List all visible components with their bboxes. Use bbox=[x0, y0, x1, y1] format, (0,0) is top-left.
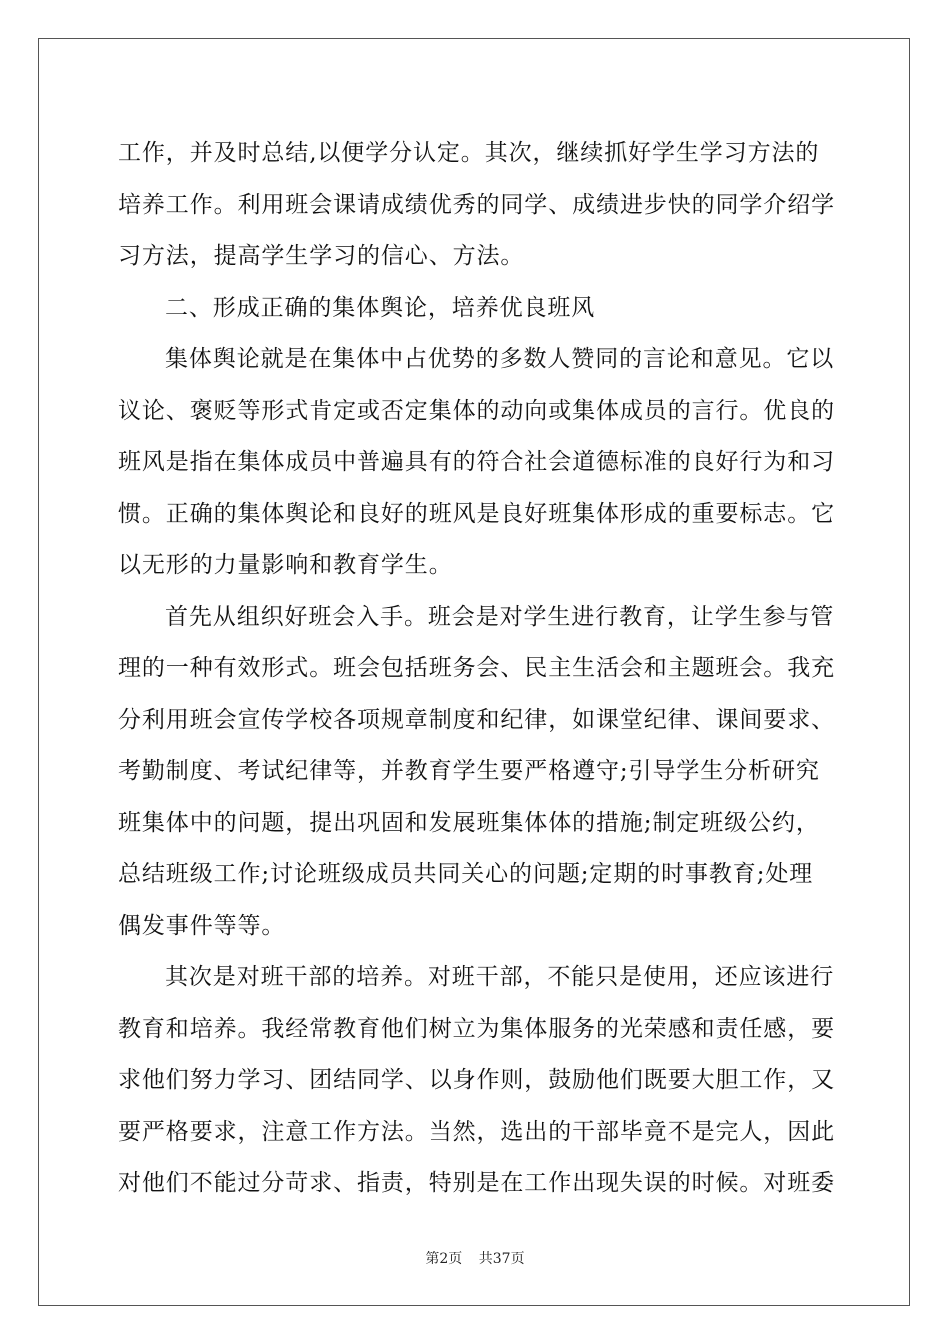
paragraph-class-meeting bbox=[118, 592, 834, 953]
page-number: 第2页 bbox=[425, 1251, 463, 1267]
text-line: 班风是指在集体成员中普遍具有的符合社会道德标准的良好行为和习 bbox=[118, 449, 835, 475]
text-line: 对他们不能过分苛求、指责，特别是在工作出现失误的时候。对班委 bbox=[118, 1170, 835, 1196]
text-line: 班集体中的问题，提出巩固和发展班集体体的措施;制定班级公约， bbox=[118, 809, 820, 836]
heading-line: 二、形成正确的集体舆论，培养优良班风 bbox=[165, 294, 596, 321]
text-line: 集体舆论就是在集体中占优势的多数人赞同的言论和意见。它以 bbox=[165, 346, 835, 372]
text-line: 其次是对班干部的培养。对班干部，不能只是使用，还应该进行 bbox=[165, 964, 835, 990]
text-line: 教育和培养。我经常教育他们树立为集体服务的光荣感和责任感，要 bbox=[118, 1015, 835, 1042]
text-line: 偶发事件等等。 bbox=[118, 912, 286, 939]
text-line: 以无形的力量影响和教育学生。 bbox=[118, 552, 453, 578]
text-line: 理的一种有效形式。班会包括班务会、民主生活会和主题班会。我充 bbox=[118, 655, 835, 681]
section-heading bbox=[118, 283, 834, 335]
text-line: 议论、褒贬等形式肯定或否定集体的动向或集体成员的言行。优良的 bbox=[118, 397, 835, 424]
text-line: 求他们努力学习、团结同学、以身作则，鼓励他们既要大胆工作，又 bbox=[118, 1067, 835, 1093]
page-total: 共37页 bbox=[478, 1251, 525, 1267]
text-line: 首先从组织好班会入手。班会是对学生进行教育，让学生参与管 bbox=[165, 603, 835, 630]
paragraph-continuation bbox=[118, 128, 834, 283]
text-line: 总结班级工作;讨论班级成员共同关心的问题;定期的时事教育;处理 bbox=[118, 861, 814, 887]
text-line: 习方法，提高学生学习的信心、方法。 bbox=[118, 243, 525, 269]
text-line: 惯。正确的集体舆论和良好的班风是良好班集体形成的重要标志。它 bbox=[118, 500, 835, 527]
text-line: 培养工作。利用班会课请成绩优秀的同学、成绩进步快的同学介绍学 bbox=[118, 191, 835, 218]
document-body bbox=[118, 128, 834, 1210]
text-line: 要严格要求，注意工作方法。当然，选出的干部毕竟不是完人，因此 bbox=[118, 1118, 835, 1145]
page-footer bbox=[0, 1248, 950, 1268]
text-line: 分利用班会宣传学校各项规章制度和纪律，如课堂纪律、课间要求、 bbox=[118, 706, 835, 733]
text-line: 考勤制度、考试纪律等，并教育学生要严格遵守;引导学生分析研究 bbox=[118, 758, 820, 784]
text-line: 工作，并及时总结,以便学分认定。其次，继续抓好学生学习方法的 bbox=[118, 140, 820, 166]
paragraph-public-opinion bbox=[118, 334, 834, 592]
paragraph-class-cadres bbox=[118, 952, 834, 1210]
